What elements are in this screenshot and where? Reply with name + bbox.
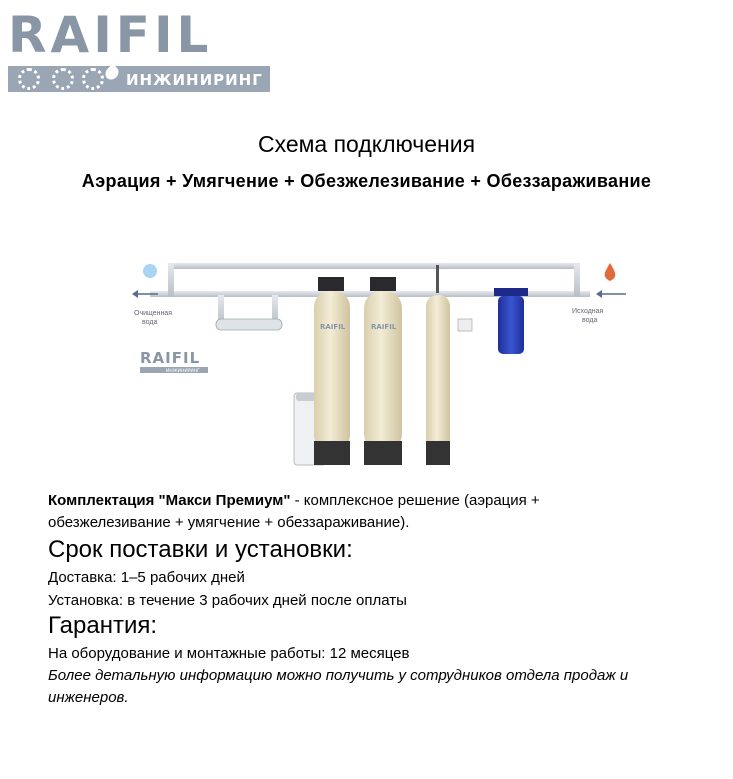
scheme-subtitle: Аэрация + Умягчение + Обезжелезивание + Обеззараживание (81, 171, 652, 191)
delivery-line: Доставка: 1–5 рабочих дней (48, 569, 245, 586)
aeration-valve (436, 265, 439, 293)
tank-label: RAIFIL (320, 323, 346, 331)
left-label: вода (142, 319, 158, 326)
tank-body (426, 295, 450, 451)
logo-brand: RAIFIL (8, 6, 213, 64)
filter-head (494, 288, 528, 296)
compressor (458, 319, 472, 331)
scheme-title: Схема подключения (257, 131, 476, 157)
water-drop-icon (143, 264, 157, 278)
installation-line: Установка: в течение 3 рабочих дней после оплаты (48, 592, 407, 609)
arrow-left-icon (132, 290, 138, 298)
pipe-riser (168, 263, 174, 297)
kit-text: - комплексное решение (аэрация + (290, 492, 540, 509)
tank-body (364, 291, 402, 451)
right-label: Исходная (572, 308, 604, 315)
kit-title: Комплектация "Макси Премиум" (48, 492, 291, 509)
control-valve (318, 277, 344, 291)
kit-description (48, 490, 608, 534)
contact-note (48, 665, 708, 709)
tank-base (426, 441, 450, 465)
warranty-heading: Гарантия: (48, 612, 158, 639)
left-label: Очищенная (134, 310, 172, 317)
control-valve (370, 277, 396, 291)
mechanical-filter (494, 288, 528, 354)
warranty-line: На оборудование и монтажные работы: 12 месяцев (48, 645, 410, 662)
tank-body (314, 291, 350, 451)
gear-icon (52, 68, 74, 90)
tank-label: RAIFIL (371, 323, 397, 331)
contact-note-line: инженеров. (48, 689, 129, 706)
arrow-left-icon (596, 290, 602, 298)
contact-note-line: Более детальную информацию можно получить у сотрудников отдела продаж и (48, 667, 629, 684)
gear-icon (82, 68, 104, 90)
filter-housing (498, 296, 524, 354)
gear-icon (18, 68, 40, 90)
iron-removal-tank (364, 277, 402, 465)
water-drop-icon (605, 263, 616, 281)
pipe-riser (574, 263, 580, 297)
logo-subtitle: ИНЖИНИРИНГ (126, 71, 263, 89)
tank-base (364, 441, 402, 465)
delivery-heading: Срок поставки и установки: (48, 536, 353, 563)
connection-diagram (130, 255, 635, 475)
company-logo (8, 8, 270, 88)
tank-base (314, 441, 350, 465)
kit-text: обезжелезивание + умягчение + обеззараживание). (48, 514, 410, 531)
mini-logo-brand: RAIFIL (140, 349, 201, 367)
right-label: вода (582, 317, 598, 324)
uv-lamp (216, 319, 282, 330)
mini-logo-sub: ИНЖИНИРИНГ (166, 369, 200, 374)
softener-tank (314, 277, 350, 465)
top-pipe (168, 263, 580, 269)
